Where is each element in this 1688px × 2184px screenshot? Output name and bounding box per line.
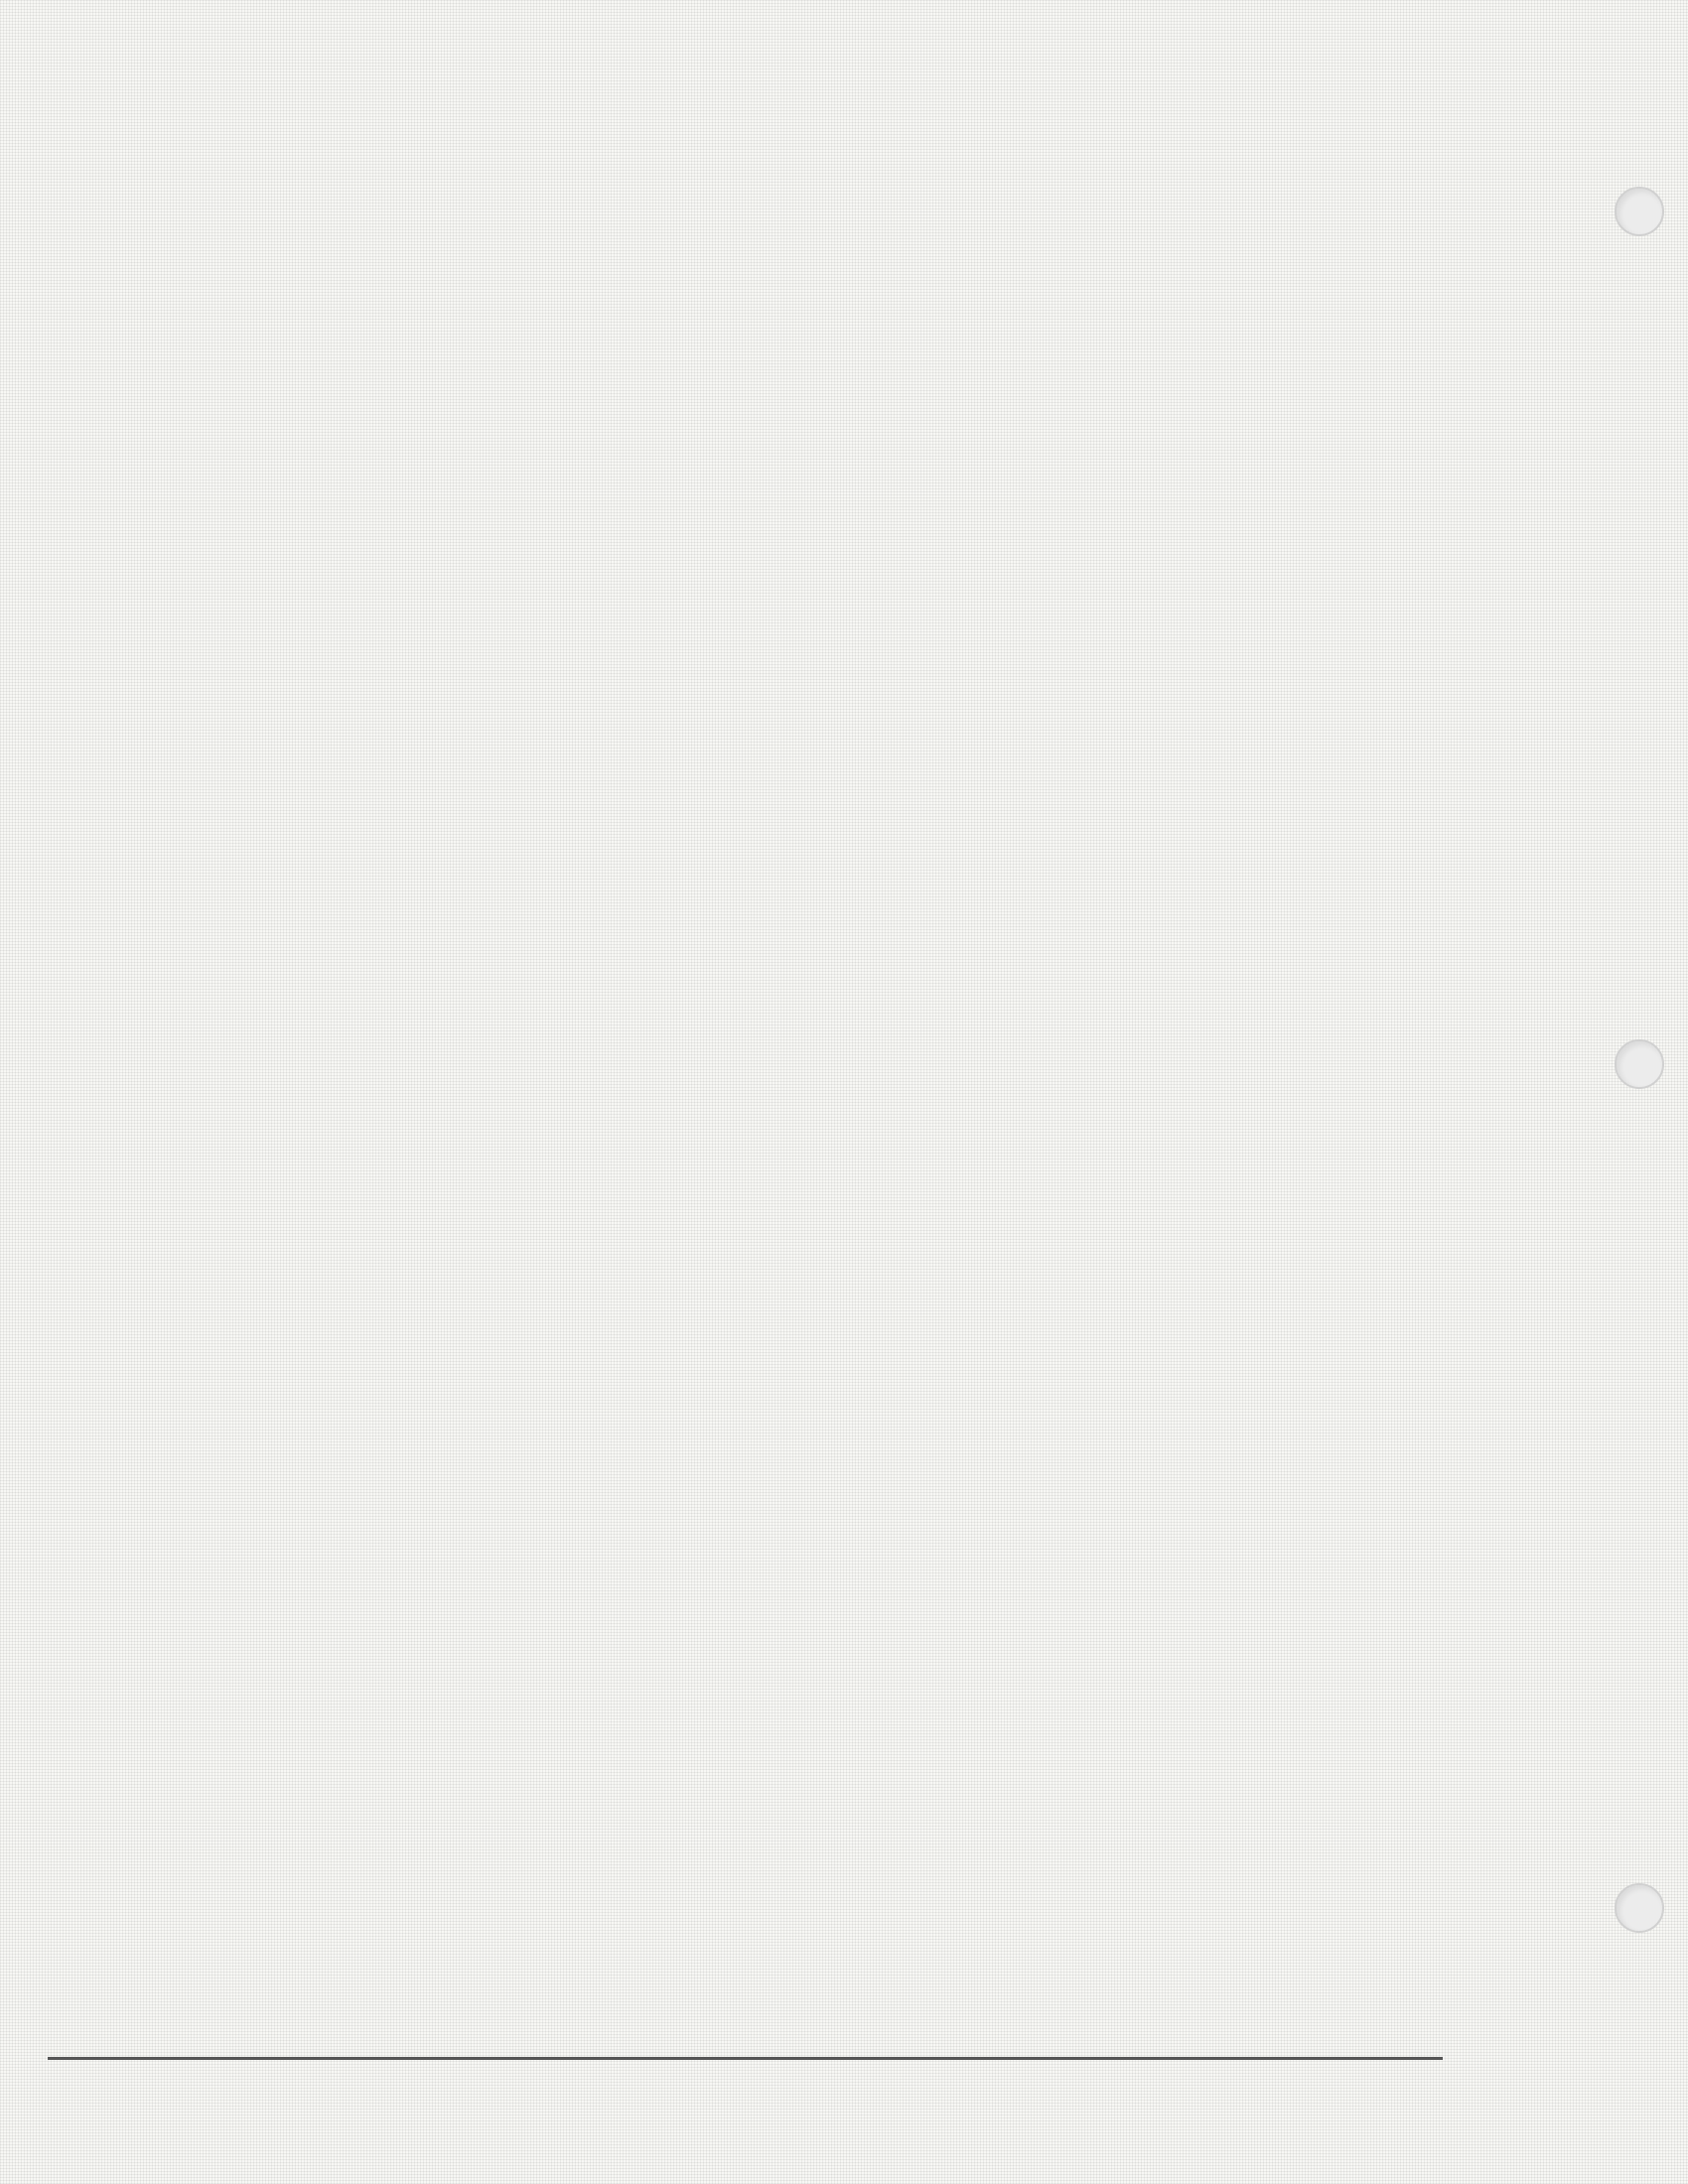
binder-hole-icon bbox=[1615, 1883, 1664, 1933]
binder-hole-icon bbox=[1615, 187, 1664, 236]
binder-hole-icon bbox=[1615, 1039, 1664, 1089]
footer-divider bbox=[48, 2057, 1443, 2060]
